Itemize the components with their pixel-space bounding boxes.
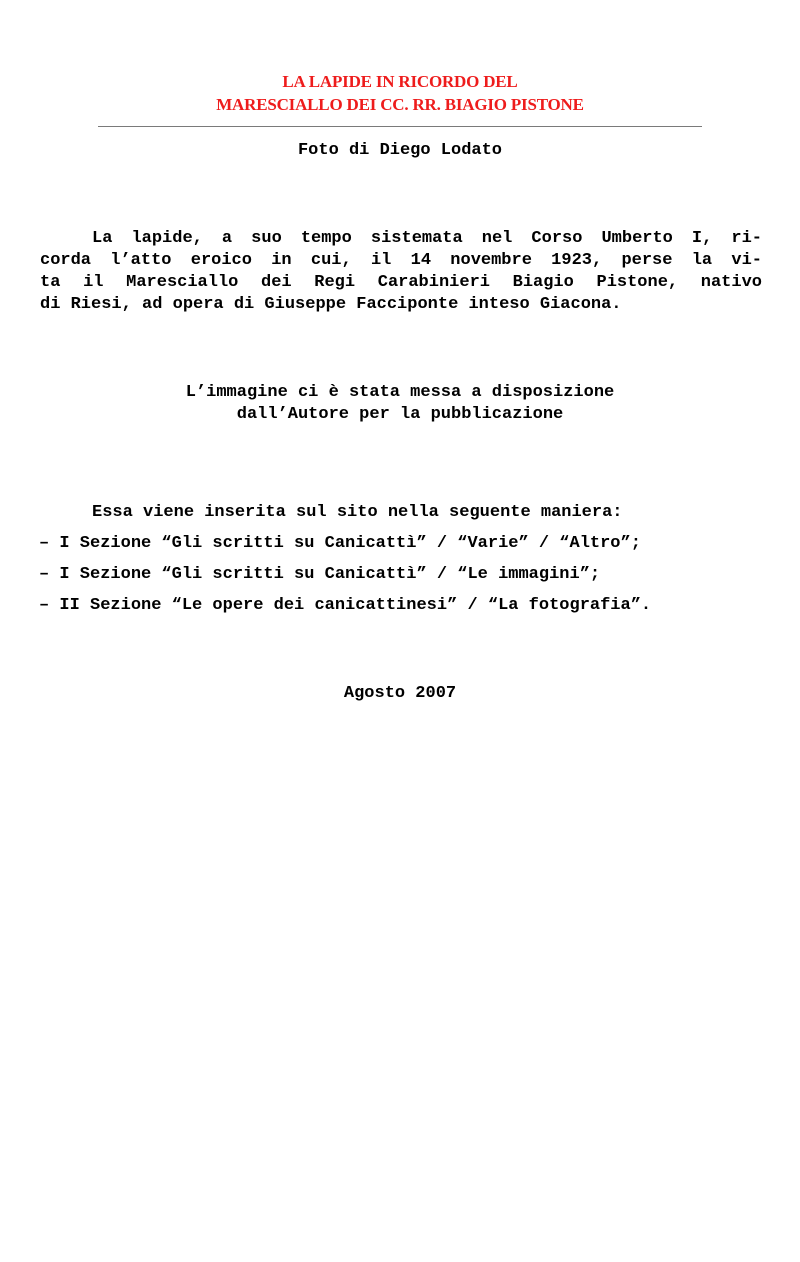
title-divider — [98, 126, 702, 127]
paragraph-line: di Riesi, ad opera di Giuseppe Facciponte inteso Giacona. — [40, 295, 622, 314]
insertion-list-item: – I Sezione “Gli scritti su Canicattì” / “Le immagini”; — [39, 565, 601, 584]
paragraph-line: corda l’atto eroico in cui, il 14 novembre 1923, perse la vi- — [40, 251, 762, 270]
photo-credit: Foto di Diego Lodato — [297, 141, 503, 160]
availability-line-2: dall’Autore per la pubblicazione — [236, 405, 564, 424]
insertion-list-item: – I Sezione “Gli scritti su Canicattì” / “Varie” / “Altro”; — [39, 534, 641, 553]
availability-line-1: L’immagine ci è stata messa a disposizione — [185, 383, 615, 402]
document-title-line-2: MARESCIALLO DEI CC. RR. BIAGIO PISTONE — [216, 95, 584, 114]
document-title-line-1: LA LAPIDE IN RICORDO DEL — [282, 72, 518, 91]
insertion-intro: Essa viene inserita sul sito nella seguente maniera: — [92, 503, 623, 522]
description-paragraph — [40, 228, 762, 316]
paragraph-line: ta il Maresciallo dei Regi Carabinieri Biagio Pistone, nativo — [40, 273, 762, 292]
paragraph-line: La lapide, a suo tempo sistemata nel Corso Umberto I, ri- — [92, 229, 762, 248]
document-date: Agosto 2007 — [343, 684, 457, 703]
insertion-list-item: – II Sezione “Le opere dei canicattinesi” / “La fotografia”. — [39, 596, 652, 615]
